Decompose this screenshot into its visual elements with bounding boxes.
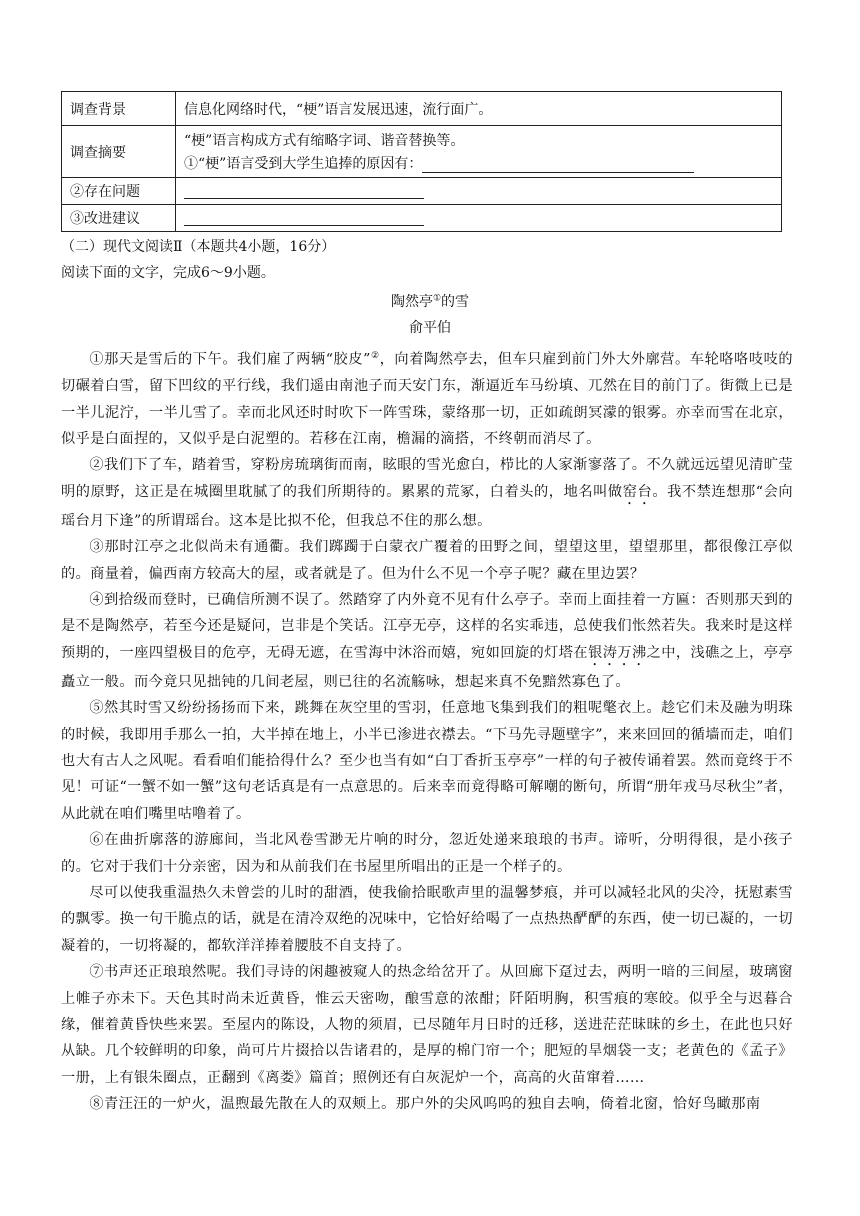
section-heading: （二）现代文阅读Ⅱ（本题共4小题，16分） [61,239,336,255]
table-row [62,205,782,232]
instruction: 阅读下面的文字，完成6～9小题。 [61,265,275,281]
row-label: 调查摘要 [62,126,176,178]
row-label: 调查背景 [62,92,176,126]
answer-blank[interactable] [422,158,694,173]
paragraph [61,343,793,452]
paragraph: ⑦书声还正琅琅然呢。我们寻诗的闲趣被窥人的热念给岔开了。从回廊下趸过去，两明一暗的三间屋，玻璃窗上帷子亦未下。天色其时尚未近黄昏，惟云天密吻，酿雪意的浓酣；阡陌明胸，积雪痕的寒皎。似乎全与迟暮合缘，催着黄昏快些来罢。至屋内的陈设，人物的须眉，已尽随年月日时的迁移，送进茫茫昧昧的乡土，在此也只好从缺。几个较鲜明的印象，尚可片片掇拾以告诸君的，是厚的棉门帘一个；肥短的旱烟袋一支；老黄色的《孟子》一册，上有银朱圈点，正翻到《离娄》篇首；照例还有白灰泥炉一个，高高的火苗窜着…… [61,964,793,1086]
title-text: 陶然亭 [390,294,433,310]
paragraph: ⑤然其时雪又纷纷扬扬而下来，跳舞在灰空里的雪羽，任意地飞集到我们的粗呢氅衣上。趁它们未及融为明珠的时候，我即用手那么一拍，大半掉在地上，小半已渗进衣襟去。“下马先寻题壁字”，来来回回的循墙而走，咱们也大有古人之风呢。看看咱们能拾得什么？至少也当有如“白丁香折玉亭亭”一样的句子被传诵着罢。然而竟终于不见！可证“一蟹不如一蟹”这句老话真是有一点意思的。后来幸而竟得略可解嘲的断句，所谓“册年戎马尽秋尘”者，从此就在咱们嘴里咕噜着了。 [61,700,793,822]
paragraph: ⑥在曲折廓落的游廊间，当北风卷雪渺无片响的时分，忽近处递来琅琅的书声。谛听，分明得很，是小孩子的。它对于我们十分亲密，因为和从前我们在书屋里所唱出的正是一个样子的。 [61,832,793,875]
survey-table [61,91,782,232]
row-cell [176,126,782,178]
row-text: “梗”语言构成方式有缩略字词、谐音替换等。 [184,133,465,149]
table-row [62,92,782,126]
row-question: ①“梗”语言受到大学生追捧的原因有： [184,156,423,172]
row-cell [176,178,782,205]
row-label: ③改进建议 [62,205,176,232]
table-row [62,126,782,178]
footnote-mark: ① [432,293,442,304]
paragraph: 尽可以使我重温热久未曾尝的儿时的甜酒，使我偷拾眠歌声里的温馨梦痕，并可以减轻北风的尖冷，抚慰素雪的飘零。换一句干脆点的话，就是在清冷双绝的况味中，它恰好给喝了一点热热酽酽的东西，使一切已凝的，一切凝着的，一切将凝的，都软洋洋捧着腰肢不自支持了。 [61,885,793,954]
paragraph-text: ②我们下了车，踏着雪，穿粉房琉璃街而南，眩眼的雪光愈白，栉比的人家渐寥落了。不久就远远望见清旷莹明的原野，这正是在城圈里耽腻了的我们所期待的。累累的荒冢，白着头的，地名叫做 [61,457,793,500]
paragraph [61,452,793,534]
emphasized-text: 窑台 [622,483,653,500]
paragraph-text: ①那天是雪后的下午。我们雇了两辆“胶皮” [89,351,371,368]
paragraph: ③那时江亭之北似尚未有通衢。我们踯躅于白蒙衣广覆着的田野之间，望望这里，望望那里，都很像江亭似的。商量着，偏西南方较高大的屋，或者就是了。但为什么不见一个亭子呢？藏在里边罢？ [61,539,793,582]
emphasized-text: 银涛万沸 [588,644,647,661]
footnote-mark: ② [370,351,380,361]
paragraph-text: 。我不禁连想那“会向瑶台月下逢”的所谓瑶台。这本是比拟不伦，但我总不住的那么想。 [61,483,794,529]
paragraph: ⑧青汪汪的一炉火，温煦最先散在人的双颊上。那户外的尖风呜呜的独自去响，倚着北窗，恰好鸟瞰那南 [89,1096,761,1113]
row-text: 信息化网络时代，“梗”语言发展迅速，流行面广。 [176,92,782,126]
paragraph-text: ④到拾级而登时，已确信所测不误了。然踏穿了内外竟不见有什么亭子。幸而上面挂着一方匾：否则那天到的是不是陶然亭，若至今还是疑问，岂非是个笑话。江亭无亭，这样的名实乖违，总使我们怅然若失。我来时是这样预期的，一座四望极目的危亭，无碍无遮，在雪海中沐浴而嬉，宛如回旋的灯塔在 [61,591,793,661]
article-title [0,291,860,311]
table-row [62,178,782,205]
answer-blank[interactable] [184,211,424,226]
paragraph-text: 之中，浅礁之上，亭亭矗立一般。而今竟只见拙钝的几间老屋，则已往的名流觞咏，想起来真不免黯然寡色了。 [61,644,793,690]
article-body [61,343,793,1118]
row-text-2 [184,153,773,173]
title-text-end: 的雪 [441,294,470,310]
row-cell [176,205,782,232]
row-label: ②存在问题 [62,178,176,205]
paragraph-text: ，向着陶然亭去，但车只雇到前门外大外廓营。车轮咯咯吱吱的切碾着白雪，留下凹纹的平行线，我们遥由南池子而天安门东，渐逼近车马纷填、兀然在目的前门了。街微上已是一半儿泥泞，一半儿雪了。幸而北风还时时吹下一阵雪珠，蒙络那一切，正如疏朗冥濛的银雾。亦幸而雪在北京，似乎是白面捏的，又似乎是白泥塑的。若移在江南，檐漏的滴搭，不终朝而消尽了。 [61,351,794,447]
answer-blank[interactable] [184,184,424,199]
article-author: 俞平伯 [409,320,451,336]
paragraph [61,587,793,695]
